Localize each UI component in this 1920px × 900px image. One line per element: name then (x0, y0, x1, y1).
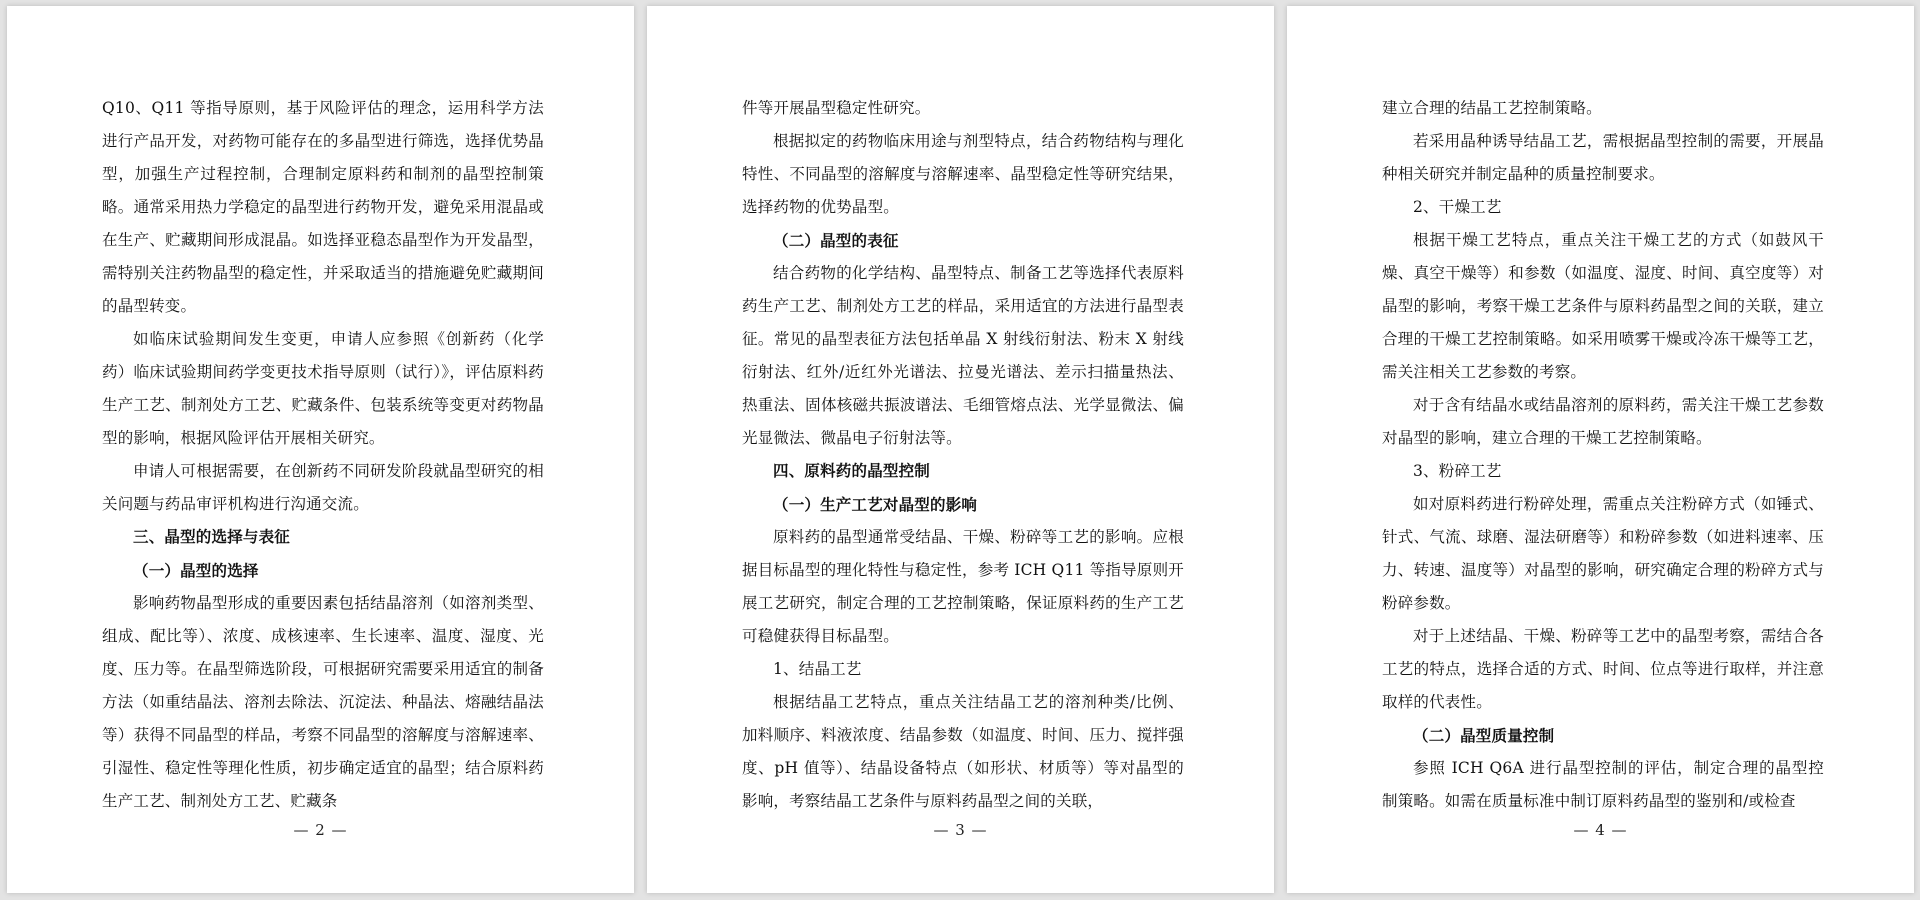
paragraph: 如临床试验期间发生变更，申请人应参照《创新药（化学药）临床试验期间药学变更技术指导原则（试行）》，评估原料药生产工艺、制剂处方工艺、贮藏条件、包装系统等变更对药物晶型的影响，根据风险评估开展相关研究。 (102, 330, 544, 447)
paragraph: 影响药物晶型形成的重要因素包括结晶溶剂（如溶剂类型、组成、配比等）、浓度、成核速率、生长速率、温度、湿度、光度、压力等。在晶型筛选阶段，可根据研究需要采用适宜的制备方法（如重结晶法、溶剂去除法、沉淀法、种晶法、熔融结晶法等）获得不同晶型的样品，考察不同晶型的溶解度与溶解速率、引湿性、稳定性等理化性质，初步确定适宜的晶型；结合原料药生产工艺、制剂处方工艺、贮藏条 (102, 594, 544, 810)
numbered-heading: 1、结晶工艺 (773, 660, 862, 678)
paragraph: 申请人可根据需要，在创新药不同研发阶段就晶型研究的相关问题与药品审评机构进行沟通交流。 (102, 462, 544, 513)
page-content (1382, 92, 1824, 818)
paragraph: 根据干燥工艺特点，重点关注干燥工艺的方式（如鼓风干燥、真空干燥等）和参数（如温度、湿度、时间、真空度等）对晶型的影响，考察干燥工艺条件与原料药晶型之间的关联，建立合理的干燥工艺控制策略。如采用喷雾干燥或冷冻干燥等工艺，需关注相关工艺参数的考察。 (1382, 231, 1824, 381)
page-content (102, 92, 544, 818)
subsection-heading: （二）晶型质量控制 (1413, 726, 1555, 745)
page-number: — 4 — (1573, 821, 1628, 839)
subsection-heading: （二）晶型的表征 (773, 231, 899, 250)
section-heading: 三、晶型的选择与表征 (133, 528, 291, 546)
paragraph: 根据拟定的药物临床用途与剂型特点，结合药物结构与理化特性、不同晶型的溶解度与溶解速率、晶型稳定性等研究结果，选择药物的优势晶型。 (742, 132, 1184, 216)
numbered-heading: 3、粉碎工艺 (1413, 462, 1502, 480)
paragraph: 原料药的晶型通常受结晶、干燥、粉碎等工艺的影响。应根据目标晶型的理化特性与稳定性，参考 ICH Q11 等指导原则开展工艺研究，制定合理的工艺控制策略，保证原料药的生产工艺可稳健获得目标晶型。 (742, 528, 1184, 645)
paragraph: 建立合理的结晶工艺控制策略。 (1382, 99, 1602, 117)
paragraph: 参照 ICH Q6A 进行晶型控制的评估，制定合理的晶型控制策略。如需在质量标准中制订原料药晶型的鉴别和/或检查 (1382, 759, 1824, 810)
document-page-4 (1287, 6, 1914, 893)
paragraph: 根据结晶工艺特点，重点关注结晶工艺的溶剂种类/比例、加料顺序、料液浓度、结晶参数（如温度、时间、压力、搅拌强度、pH 值等）、结晶设备特点（如形状、材质等）等对晶型的影响，考察结晶工艺条件与原料药晶型之间的关联， (742, 693, 1184, 810)
subsection-heading: （一）晶型的选择 (133, 561, 259, 580)
paragraph: 结合药物的化学结构、晶型特点、制备工艺等选择代表原料药生产工艺、制剂处方工艺的样品，采用适宜的方法进行晶型表征。常见的晶型表征方法包括单晶 X 射线衍射法、粉末 X 射线衍射法、红外/近红外光谱法、拉曼光谱法、差示扫描量热法、热重法、固体核磁共振波谱法、毛细管熔点法、光学显微法、偏光显微法、微晶电子衍射法等。 (742, 264, 1184, 447)
subsection-heading: （一）生产工艺对晶型的影响 (773, 495, 978, 514)
page-number: — 3 — (933, 821, 988, 839)
document-page-3 (647, 6, 1274, 893)
section-heading: 四、原料药的晶型控制 (773, 462, 931, 480)
numbered-heading: 2、干燥工艺 (1413, 198, 1502, 216)
paragraph: 如对原料药进行粉碎处理，需重点关注粉碎方式（如锤式、针式、气流、球磨、湿法研磨等）和粉碎参数（如进料速率、压力、转速、温度等）对晶型的影响，研究确定合理的粉碎方式与粉碎参数。 (1382, 495, 1824, 612)
page-number: — 2 — (293, 821, 348, 839)
document-page-2 (7, 6, 634, 893)
paragraph: 对于含有结晶水或结晶溶剂的原料药，需关注干燥工艺参数对晶型的影响，建立合理的干燥工艺控制策略。 (1382, 396, 1824, 447)
paragraph: 对于上述结晶、干燥、粉碎等工艺中的晶型考察，需结合各工艺的特点，选择合适的方式、时间、位点等进行取样，并注意取样的代表性。 (1382, 627, 1824, 711)
paragraph: 若采用晶种诱导结晶工艺，需根据晶型控制的需要，开展晶种相关研究并制定晶种的质量控制要求。 (1382, 132, 1824, 183)
page-content (742, 92, 1184, 818)
paragraph: 件等开展晶型稳定性研究。 (742, 99, 931, 117)
paragraph: Q10、Q11 等指导原则，基于风险评估的理念，运用科学方法进行产品开发，对药物可能存在的多晶型进行筛选，选择优势晶型，加强生产过程控制，合理制定原料药和制剂的晶型控制策略。通常采用热力学稳定的晶型进行药物开发，避免采用混晶或在生产、贮藏期间形成混晶。如选择亚稳态晶型作为开发晶型，需特别关注药物晶型的稳定性，并采取适当的措施避免贮藏期间的晶型转变。 (102, 99, 544, 315)
